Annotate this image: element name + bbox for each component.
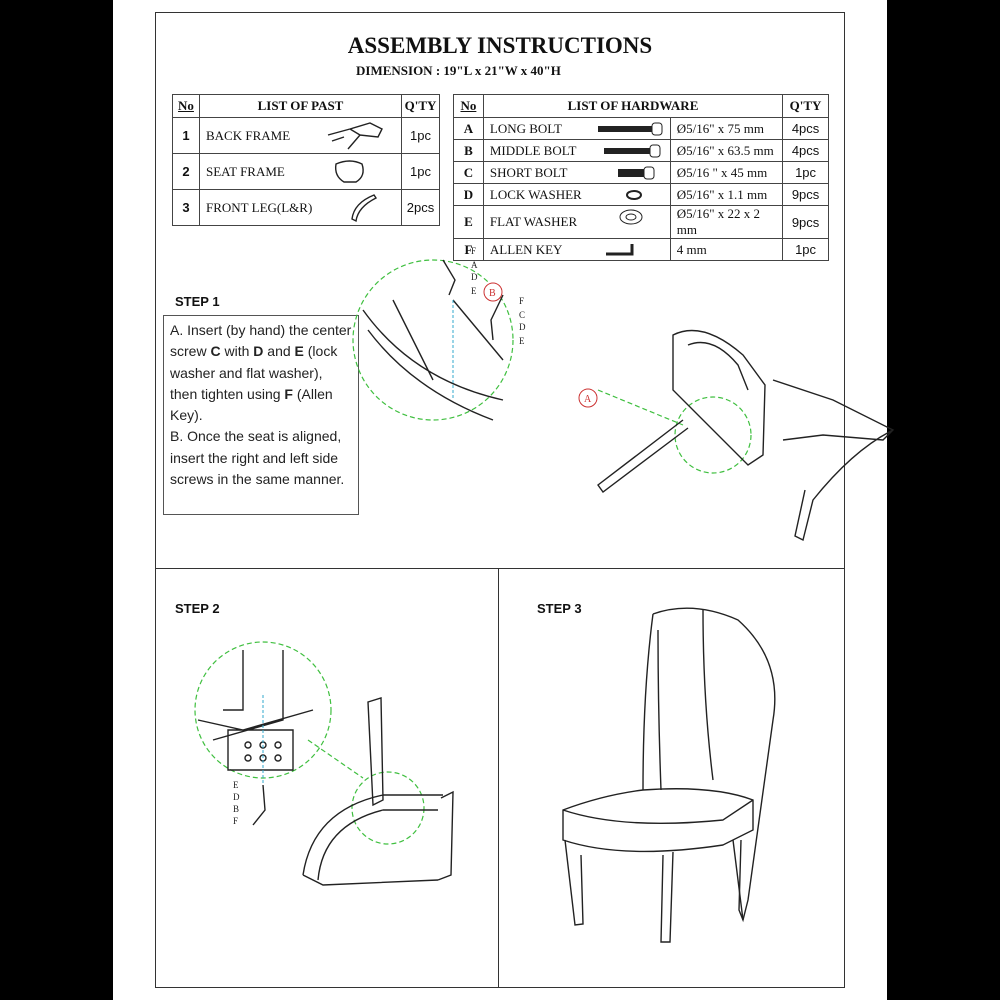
dimension-label: DIMENSION : 19"L x 21"W x 40"H bbox=[356, 63, 561, 78]
hardware-table bbox=[453, 94, 829, 261]
part-name: BACK FRAME bbox=[206, 127, 291, 143]
step1-diagram bbox=[353, 240, 803, 550]
hw-qty: 1pc bbox=[783, 239, 829, 261]
middle-bolt-icon bbox=[602, 144, 666, 158]
step1-label: STEP 1 bbox=[175, 294, 220, 309]
hw-name: ALLEN KEY bbox=[489, 241, 563, 257]
callout-label: A bbox=[584, 394, 592, 405]
text: and bbox=[263, 343, 295, 360]
hw-spec: Ø5/16" x 63.5 mm bbox=[670, 140, 782, 162]
hw-no: C bbox=[454, 162, 484, 184]
table-row bbox=[454, 206, 829, 239]
table-row bbox=[454, 184, 829, 206]
callout-label: F bbox=[471, 246, 477, 256]
callout-label: D bbox=[519, 322, 526, 332]
table-row bbox=[454, 118, 829, 140]
hw-name: MIDDLE BOLT bbox=[489, 142, 577, 158]
text: A. Insert (by hand) the center screw bbox=[170, 322, 352, 360]
hw-spec: Ø5/16 " x 45 mm bbox=[670, 162, 782, 184]
callout-label: A bbox=[471, 260, 478, 270]
hw-spec: 4 mm bbox=[670, 239, 782, 261]
part-qty: 1pc bbox=[402, 118, 440, 154]
hw-name: SHORT BOLT bbox=[489, 164, 568, 180]
hw-spec: Ø5/16" x 22 x 2 mm bbox=[670, 206, 782, 239]
text: (Allen Key). bbox=[170, 385, 333, 424]
hw-qty: 9pcs bbox=[783, 184, 829, 206]
hw-spec: Ø5/16" x 75 mm bbox=[670, 118, 782, 140]
long-bolt-icon bbox=[596, 122, 666, 136]
hw-no: A bbox=[454, 118, 484, 140]
step2-diagram bbox=[183, 640, 503, 920]
callout-label: B bbox=[489, 288, 496, 299]
text: F bbox=[284, 385, 293, 402]
col-list: LIST OF HARDWARE bbox=[483, 95, 782, 118]
col-list: LIST OF PAST bbox=[200, 95, 402, 118]
step2-label: STEP 2 bbox=[175, 601, 220, 616]
hw-no: F bbox=[454, 239, 484, 261]
page-title: ASSEMBLY INSTRUCTIONS bbox=[347, 33, 653, 58]
callout-label: E bbox=[471, 286, 477, 296]
col-qty: Q'TY bbox=[402, 95, 440, 118]
part-no: 3 bbox=[173, 190, 200, 226]
hw-qty: 9pcs bbox=[783, 206, 829, 239]
hw-name: FLAT WASHER bbox=[489, 214, 578, 229]
callout-label: F bbox=[519, 296, 525, 306]
hw-name: LONG BOLT bbox=[489, 120, 562, 136]
back-frame-icon bbox=[320, 121, 390, 151]
seat-frame-icon bbox=[330, 158, 370, 186]
text: B. Once the seat is aligned, insert the right and left side screws in the same manner. bbox=[170, 428, 345, 488]
step3-label: STEP 3 bbox=[537, 601, 582, 616]
hw-qty: 4pcs bbox=[783, 118, 829, 140]
hw-spec: Ø5/16" x 1.1 mm bbox=[670, 184, 782, 206]
hw-qty: 4pcs bbox=[783, 140, 829, 162]
table-row bbox=[173, 190, 440, 226]
table-row bbox=[173, 154, 440, 190]
parts-table bbox=[172, 94, 440, 226]
hw-name: LOCK WASHER bbox=[489, 186, 582, 202]
instruction-sheet bbox=[113, 0, 887, 1000]
lock-washer-icon bbox=[624, 189, 644, 201]
table-row bbox=[173, 118, 440, 154]
hw-no: B bbox=[454, 140, 484, 162]
col-no: No bbox=[460, 98, 477, 113]
callout-label: C bbox=[519, 310, 526, 320]
table-header bbox=[454, 95, 829, 118]
part-no: 2 bbox=[173, 154, 200, 190]
hw-qty: 1pc bbox=[783, 162, 829, 184]
callout-label: E bbox=[233, 780, 239, 790]
text: D bbox=[253, 343, 264, 360]
flat-washer-icon bbox=[616, 208, 646, 226]
callout-label: E bbox=[519, 336, 525, 346]
table-row bbox=[454, 140, 829, 162]
step3-chair-illustration bbox=[543, 600, 803, 960]
text: C bbox=[210, 343, 221, 360]
text: E bbox=[294, 343, 304, 360]
part-name: FRONT LEG(L&R) bbox=[206, 199, 313, 215]
part-qty: 2pcs bbox=[402, 190, 440, 226]
callout-label: D bbox=[471, 272, 478, 282]
col-qty: Q'TY bbox=[783, 95, 829, 118]
callout-label: B bbox=[233, 804, 240, 814]
front-leg-icon bbox=[348, 193, 378, 223]
short-bolt-icon bbox=[616, 166, 666, 180]
table-row bbox=[454, 162, 829, 184]
hw-no: E bbox=[454, 206, 484, 239]
step1-instructions bbox=[163, 315, 359, 515]
part-qty: 1pc bbox=[402, 154, 440, 190]
part-name: SEAT FRAME bbox=[206, 163, 285, 179]
divider-horizontal bbox=[155, 568, 845, 569]
part-no: 1 bbox=[173, 118, 200, 154]
callout-label: F bbox=[233, 816, 239, 826]
text: (lock washer and flat washer), then tighten using bbox=[170, 343, 338, 402]
hw-no: D bbox=[454, 184, 484, 206]
col-no: No bbox=[178, 98, 194, 113]
text: with bbox=[220, 343, 254, 360]
table-header bbox=[173, 95, 440, 118]
callout-label: D bbox=[233, 792, 240, 802]
